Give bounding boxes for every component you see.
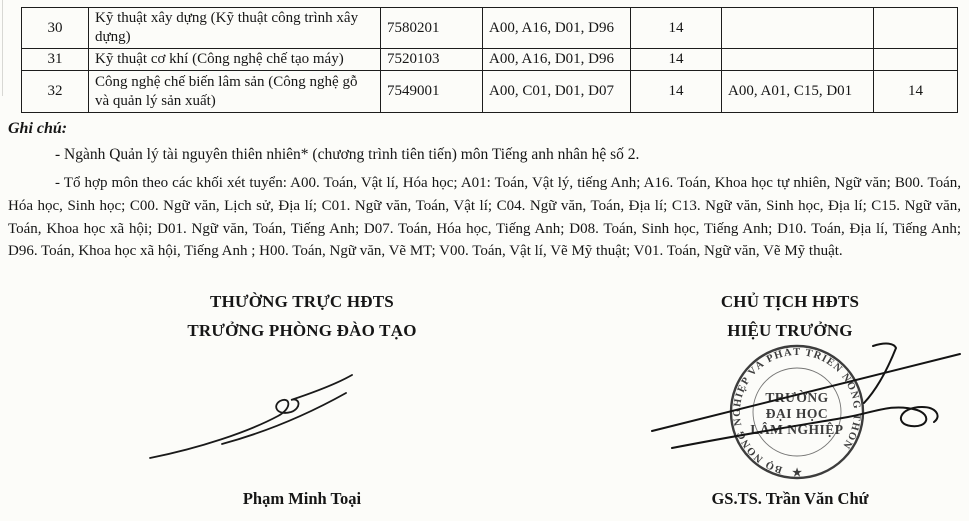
stamp-center-line3: LÂM NGHIỆP <box>750 422 844 437</box>
left-title-line1: THƯỜNG TRỰC HĐTS <box>210 292 394 311</box>
cell-exam-blocks-2 <box>722 49 874 71</box>
cell-major-code: 7520103 <box>381 49 483 71</box>
cell-major-name: Kỹ thuật cơ khí (Công nghệ chế tạo máy) <box>89 49 381 71</box>
right-title-line1: CHỦ TỊCH HĐTS <box>720 292 860 311</box>
table-row <box>22 8 958 49</box>
cell-exam-blocks: A00, A16, D01, D96 <box>483 49 631 71</box>
cell-score-2: 14 <box>874 71 958 113</box>
cell-major-name: Kỹ thuật xây dựng (Kỹ thuật công trình xây dựng) <box>89 8 381 49</box>
cell-stt: 30 <box>22 8 89 49</box>
cell-exam-blocks-2: A00, A01, C15, D01 <box>722 71 874 113</box>
official-stamp-and-signature <box>630 330 969 490</box>
right-title-line2: HIỆU TRƯỞNG <box>727 321 853 340</box>
cell-major-code: 7580201 <box>381 8 483 49</box>
cell-score: 14 <box>631 71 722 113</box>
stamp-center-line1: TRƯỜNG <box>765 390 829 405</box>
stamp-ring-text: BỘ NÔNG NGHIỆP VÀ PHÁT TRIỂN NÔNG THÔN <box>732 346 863 475</box>
cell-major-name: Công nghệ chế biến lâm sản (Công nghệ gỗ và quản lý sản xuất) <box>89 71 381 113</box>
handwritten-signature-left <box>130 355 470 480</box>
stamp-center-line2: ĐẠI HỌC <box>765 406 829 421</box>
cell-stt: 31 <box>22 49 89 71</box>
cell-score-2 <box>874 49 958 71</box>
signature-stroke <box>150 375 352 458</box>
cell-exam-blocks-2 <box>722 8 874 49</box>
scan-artifact-line <box>2 0 3 96</box>
notes-heading: Ghi chú: <box>8 120 68 137</box>
cell-exam-blocks: A00, A16, D01, D96 <box>483 8 631 49</box>
cell-score: 14 <box>631 8 722 49</box>
table-row <box>22 71 958 113</box>
cell-score-2 <box>874 8 958 49</box>
cell-score: 14 <box>631 49 722 71</box>
note-advanced-program: - Ngành Quản lý tài nguyên thiên nhiên* (chương trình tiên tiến) môn Tiếng anh nhân hệ số 2. <box>55 146 640 163</box>
admissions-table <box>21 7 958 113</box>
signature-block-left-titles <box>120 287 484 345</box>
note-exam-block-definitions: - Tổ hợp môn theo các khối xét tuyển: A00. Toán, Vật lí, Hóa học; A01: Toán, Vật lý, tiếng Anh; A16. Toán, Khoa học tự nhiên, Ngữ văn; B00. Toán, Hóa học, Sinh học; C00. Ngữ văn, Lịch sử, Địa lí; C01. Ngữ văn, Toán, Vật lí; C04. Ngữ văn, Toán, Địa lí; C13. Ngữ văn, Sinh học, Địa lí; C15. Ngữ văn, Toán, Khoa học xã hội; D01. Ngữ văn, Toán, Tiếng Anh; D07. Toán, Hóa học, Tiếng Anh; D08. Toán, Sinh học, Tiếng Anh; D10. Toán, Địa lí, Tiếng Anh; D96. Toán, Khoa học xã hội, Tiếng Anh ; H00. Toán, Ngữ văn, Vẽ MT; V00. Toán, Vật lí, Vẽ Mỹ thuật; V01. Toán, Ngữ văn, Vẽ Mỹ thuật. <box>8 175 961 260</box>
cell-major-code: 7549001 <box>381 71 483 113</box>
signer-name-right: GS.TS. Trần Văn Chứ <box>711 489 869 508</box>
cell-exam-blocks: A00, C01, D01, D07 <box>483 71 631 113</box>
cell-stt: 32 <box>22 71 89 113</box>
table-row <box>22 49 958 71</box>
left-title-line2: TRƯỞNG PHÒNG ĐÀO TẠO <box>187 321 417 340</box>
stamp-star-icon: ★ <box>792 467 802 479</box>
signer-name-left: Phạm Minh Toại <box>242 489 362 508</box>
